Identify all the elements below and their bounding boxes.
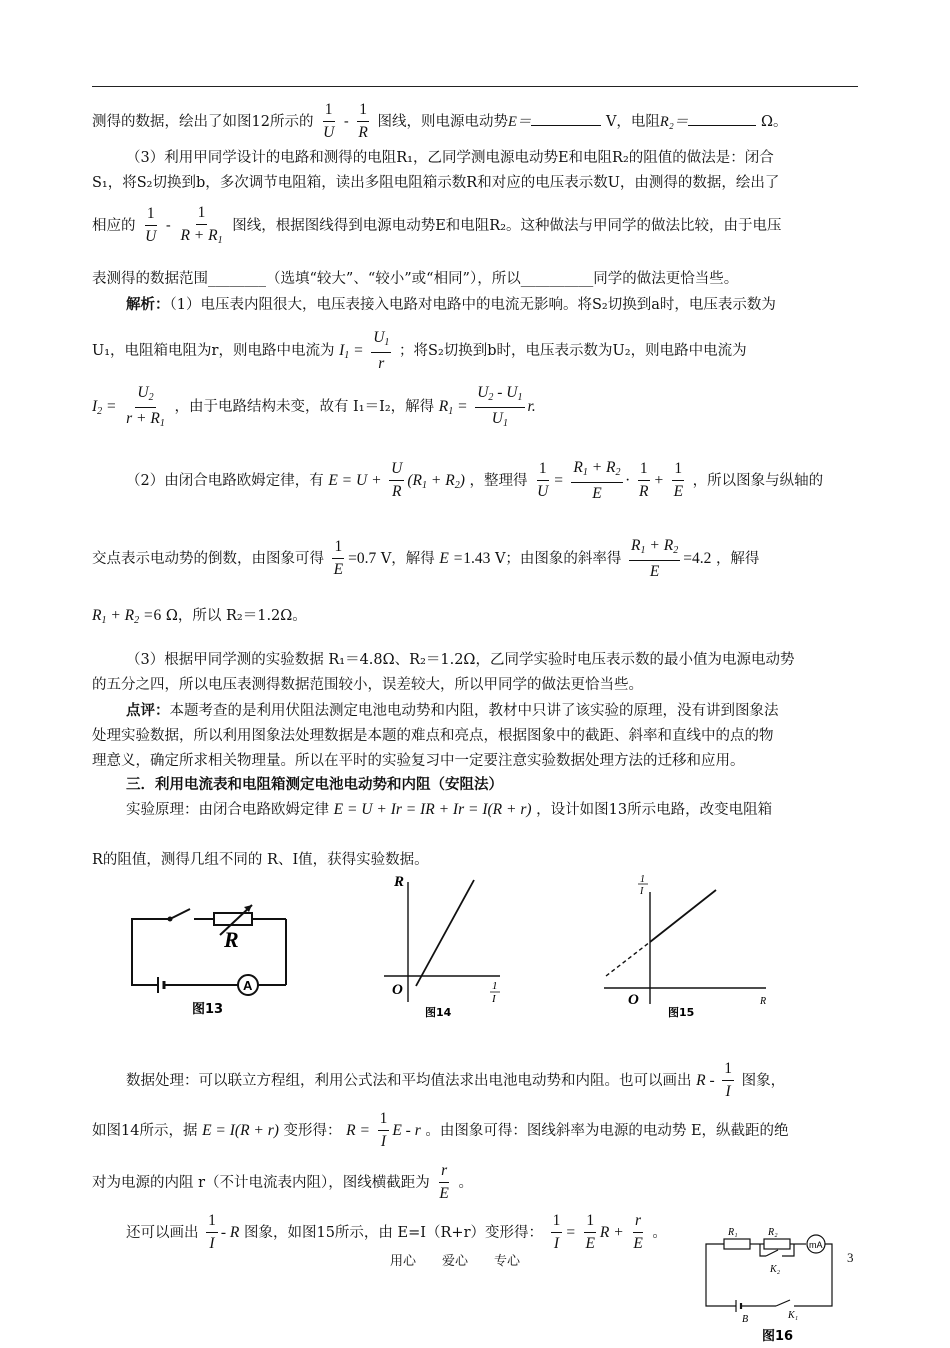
x-axis-label: R bbox=[760, 996, 767, 1007]
text: V；由图象的斜率得 bbox=[494, 550, 622, 567]
text: U₁，电阻箱电阻为r，则电路中电流为 bbox=[92, 342, 335, 359]
figure-14-graph bbox=[380, 868, 510, 1020]
text: 相应的 bbox=[92, 217, 136, 234]
text: 还可以画出 bbox=[126, 1224, 199, 1241]
fraction-1-over-E: $\frac{1}{E}$ bbox=[673, 460, 684, 501]
text-line-11: $R_1 + R_2 =6$ Ω，所以 R₂＝1.2Ω。 bbox=[92, 607, 307, 626]
text-line-2: （3）利用甲同学设计的电路和测得的电阻R₁，乙同学测电源电动势E和电阻R₂的阻值的做法是：闭合 bbox=[126, 150, 774, 166]
fraction-1-over-I: $\frac{1}{I}$ bbox=[379, 1110, 388, 1151]
text-line-22 bbox=[92, 1163, 862, 1203]
text: 交点表示电动势的倒数，由图象可得 bbox=[92, 550, 324, 567]
y-axis-label: R bbox=[394, 874, 405, 890]
text: Ω。 bbox=[760, 113, 788, 130]
svg-text:1: 1 bbox=[640, 874, 645, 885]
text: 对为电源的内阻 r（不计电流表内阻），图线横截距为 bbox=[92, 1174, 430, 1191]
section-heading: 三．利用电流表和电阻箱测定电池电动势和内阻（安阻法） bbox=[126, 777, 503, 793]
figure-caption: 图16 bbox=[762, 1329, 794, 1344]
text-line-18 bbox=[126, 800, 896, 820]
fraction-U2-minus-U1-over-U1: $\frac{U_2 - U_1}{U_1}$ bbox=[477, 384, 523, 429]
figure-caption: 图14 bbox=[425, 1006, 452, 1019]
analysis-label: 解析： bbox=[126, 296, 170, 313]
text: 。 bbox=[652, 1224, 667, 1241]
figure-caption: 图15 bbox=[668, 1006, 695, 1019]
fraction-1-over-I: $\frac{1}{I}$ bbox=[208, 1212, 216, 1253]
text: V，解得 bbox=[380, 550, 435, 567]
fraction-U-over-R: $\frac{U}{R}$ bbox=[391, 460, 403, 501]
fraction-1-over-R: $\frac{1}{R}$ bbox=[358, 101, 368, 142]
ohm-law-equation: E = U + Ir = IR + Ir = I(R + r) bbox=[333, 801, 532, 818]
fraction-r-over-E: $\frac{r}{E}$ bbox=[633, 1212, 643, 1253]
fraction-1-over-U: $\frac{1}{U}$ bbox=[145, 205, 157, 246]
text: ；将S₂切换到b时，电压表示数为U₂，则电路中电流为 bbox=[399, 342, 747, 359]
fraction-1-over-R: $\frac{1}{R}$ bbox=[639, 460, 649, 501]
figure-13-circuit bbox=[118, 895, 298, 1020]
answer-blank-emf[interactable] bbox=[531, 125, 601, 126]
text: 本题考查的是利用伏阻法测定电池电动势和内阻，教材中只讲了该实验的原理，没有讲到图象法 bbox=[169, 703, 779, 719]
text: 图线，根据图线得到电源电动势E和电阻R₂。这种做法与甲同学的做法比较，由于电压 bbox=[232, 217, 782, 234]
text-line-19: R的阻值，测得几组不同的 R、I值，获得实验数据。 bbox=[92, 852, 429, 868]
text: （2）由闭合电路欧姆定律，有 bbox=[126, 472, 324, 489]
text: Ω，所以 R₂＝1.2Ω。 bbox=[165, 608, 307, 624]
milliammeter-label: mA bbox=[809, 1240, 823, 1250]
text: 图象，如图15所示，由 E=I（R+r）变形得： bbox=[243, 1224, 544, 1241]
text-line-1: 测得的数据，绘出了如图12所示的 $\frac{1}{U}$ - $\frac{1}{R}$ 图线，则电源电动势E＝ V，电阻R₂＝ Ω。 bbox=[92, 101, 788, 142]
text: 数据处理：可以联立方程组，利用公式法和平均值法求出电池电动势和内阻。也可以画出 bbox=[126, 1072, 692, 1089]
fraction-slope: $\frac{R_1 + R_2}{E}$ bbox=[631, 537, 679, 580]
battery-label: B bbox=[742, 1314, 749, 1325]
text: ，整理得 bbox=[469, 472, 528, 489]
header-rule bbox=[92, 86, 858, 87]
text-line-3: S₁，将S₂切换到b，多次调节电阻箱，读出多阻电阻箱示数R和对应的电压表示数U，由测得的数据，绘出了 bbox=[92, 175, 780, 191]
fraction-1-over-R-plus-R1: $\frac{1}{R + R_1}$ bbox=[180, 204, 223, 247]
fraction-U2-over-r-plus-R1: $\frac{U_2}{r + R_1}$ bbox=[126, 384, 165, 429]
resistor-label: R bbox=[224, 927, 239, 952]
text-line-5: 表测得的数据范围________（选填“较大”、“较小”或“相同”），所以__________同学的做法更恰当些。 bbox=[92, 271, 739, 287]
text-line-16: 理意义，确定所求相关物理量。所以在平时的实验复习中一定要注意实验数据处理方法的迁移和应用。 bbox=[92, 753, 745, 769]
text: ，由于电路结构未变，故有 I₁＝I₂，解得 bbox=[174, 399, 435, 415]
text-line-21: 如图14所示，据 E = I(R + r) 变形得： R = $\frac{1}{I}$ E - r 。由图象可得：图线斜率为电源的电动势 E，纵截距的绝 bbox=[92, 1110, 789, 1151]
fraction-1-over-I: $\frac{1}{I}$ bbox=[552, 1212, 561, 1253]
fraction-r-over-E: $\frac{r}{E}$ bbox=[439, 1162, 449, 1203]
r1-label: R₁ bbox=[728, 1227, 738, 1238]
svg-text:1: 1 bbox=[492, 980, 498, 992]
text-line-7: U₁，电阻箱电阻为r，则电路中电流为 $I_1$ = $\frac{U_1}{r}$ ；将S₂切换到b时，电压表示数为U₂，则电路中电流为 bbox=[92, 329, 747, 372]
text-line-4: 相应的 $\frac{1}{U}$ - $\frac{1}{R + R_1}$ 图线，根据图线得到电源电动势E和电阻R₂。这种做法与甲同学的做法比较，由于电压 bbox=[92, 204, 782, 247]
text: 变形得： bbox=[283, 1122, 342, 1139]
text: 实验原理：由闭合电路欧姆定律 bbox=[126, 802, 329, 818]
text: ，所以图象与纵轴的 bbox=[692, 472, 824, 489]
text: 图线，则电源电动势 bbox=[377, 113, 508, 130]
text: 测得的数据，绘出了如图12所示的 bbox=[92, 113, 314, 130]
emf-symbol: E＝ bbox=[507, 113, 532, 130]
fraction-R1-plus-R2-over-E: $\frac{R_1 + R_2}{E}$ bbox=[573, 459, 621, 502]
answer-blank-r2[interactable] bbox=[688, 125, 756, 126]
page-number: 3 bbox=[847, 1250, 854, 1265]
svg-text:I: I bbox=[492, 993, 496, 1005]
text-line-12: （3）根据甲同学测的实验数据 R₁＝4.8Ω、R₂＝1.2Ω，乙同学实验时电压表示数的最小值为电源电动势 bbox=[126, 652, 795, 668]
text-line-10: 交点表示电动势的倒数，由图象可得 $\frac{1}{E}$ =0.7 V，解得 E =1.43 V；由图象的斜率得 $\frac{R_1 + R_2}{E}$ =4.2 ，解得 bbox=[92, 537, 760, 580]
k1-label: K₁ bbox=[788, 1310, 799, 1321]
fraction-1-over-E: $\frac{1}{E}$ bbox=[585, 1212, 595, 1253]
text: 。 bbox=[458, 1174, 473, 1191]
fraction-U1-over-r: $\frac{U_1}{r}$ bbox=[373, 329, 390, 372]
fraction-1-over-U: $\frac{1}{U}$ bbox=[323, 101, 335, 142]
figure-caption: 图13 bbox=[192, 1002, 224, 1017]
svg-text:I: I bbox=[640, 886, 644, 897]
text: 。由图象可得：图线斜率为电源的电动势 E，纵截距的绝 bbox=[425, 1122, 789, 1139]
text-line-23: 还可以画出 $\frac{1}{I}$ - R 图象，如图15所示，由 E=I（R+r）变形得： $\frac{1}{I}$ = $\frac{1}{E}$ R + $\frac{r}{E}$ 。 bbox=[126, 1212, 667, 1253]
text: （1）电压表内阻很大，电压表接入电路对电路中的电流无影响。将S₂切换到a时，电压表示数为 bbox=[169, 297, 776, 313]
text: ，设计如图13所示电路，改变电阻箱 bbox=[536, 802, 773, 818]
figure-15-graph bbox=[598, 868, 778, 1020]
text-line-13: 的五分之四，所以电压表测得数据范围较小，误差较大，所以甲同学的做法更恰当些。 bbox=[92, 677, 643, 693]
r2-symbol: R₂＝ bbox=[659, 113, 689, 130]
origin-label: O bbox=[392, 982, 403, 998]
comment-label: 点评： bbox=[126, 702, 170, 719]
text-line-20: 数据处理：可以联立方程组，利用公式法和平均值法求出电池电动势和内阻。也可以画出 R - $\frac{1}{I}$ 图象， bbox=[126, 1060, 786, 1101]
footer-text: 用心 爱心 专心 bbox=[390, 1254, 521, 1269]
text-line-6 bbox=[126, 295, 896, 315]
text: ，解得 bbox=[715, 550, 760, 567]
text-line-8: $I_2$ = $\frac{U_2}{r + R_1}$ ，由于电路结构未变，故有 I₁＝I₂，解得 $R_1$ = $\frac{U_2 - U_1}{U_1}$ r. bbox=[92, 384, 536, 429]
ammeter-label: A bbox=[243, 978, 253, 993]
fraction-1-over-E: $\frac{1}{E}$ bbox=[333, 538, 344, 579]
text: V，电阻 bbox=[605, 113, 660, 130]
r2-label: R₂ bbox=[768, 1227, 778, 1238]
text-line-15: 处理实验数据，所以利用图象法处理数据是本题的难点和亮点，根据图象中的截距、斜率和直线中的点的物 bbox=[92, 728, 774, 744]
fraction-1-over-I: $\frac{1}{I}$ bbox=[724, 1060, 732, 1101]
figure-16-circuit bbox=[698, 1222, 838, 1344]
origin-label: O bbox=[628, 992, 639, 1008]
text-line-14 bbox=[126, 701, 896, 721]
text-line-9: （2）由闭合电路欧姆定律，有 E = U + $\frac{U}{R}$ $(R_1 + R_2)$ ，整理得 $\frac{1}{U}$ = $\frac{R_1 + R_2}{E}$ · $\frac{1}{R}$ + $\frac{1}{E}$ ，所以图象与纵轴的 bbox=[126, 459, 824, 502]
text: 如图14所示，据 bbox=[92, 1122, 198, 1139]
k2-label: K₂ bbox=[770, 1264, 781, 1275]
fraction-1-over-U: $\frac{1}{U}$ bbox=[537, 460, 549, 501]
text: 图象， bbox=[741, 1072, 786, 1089]
